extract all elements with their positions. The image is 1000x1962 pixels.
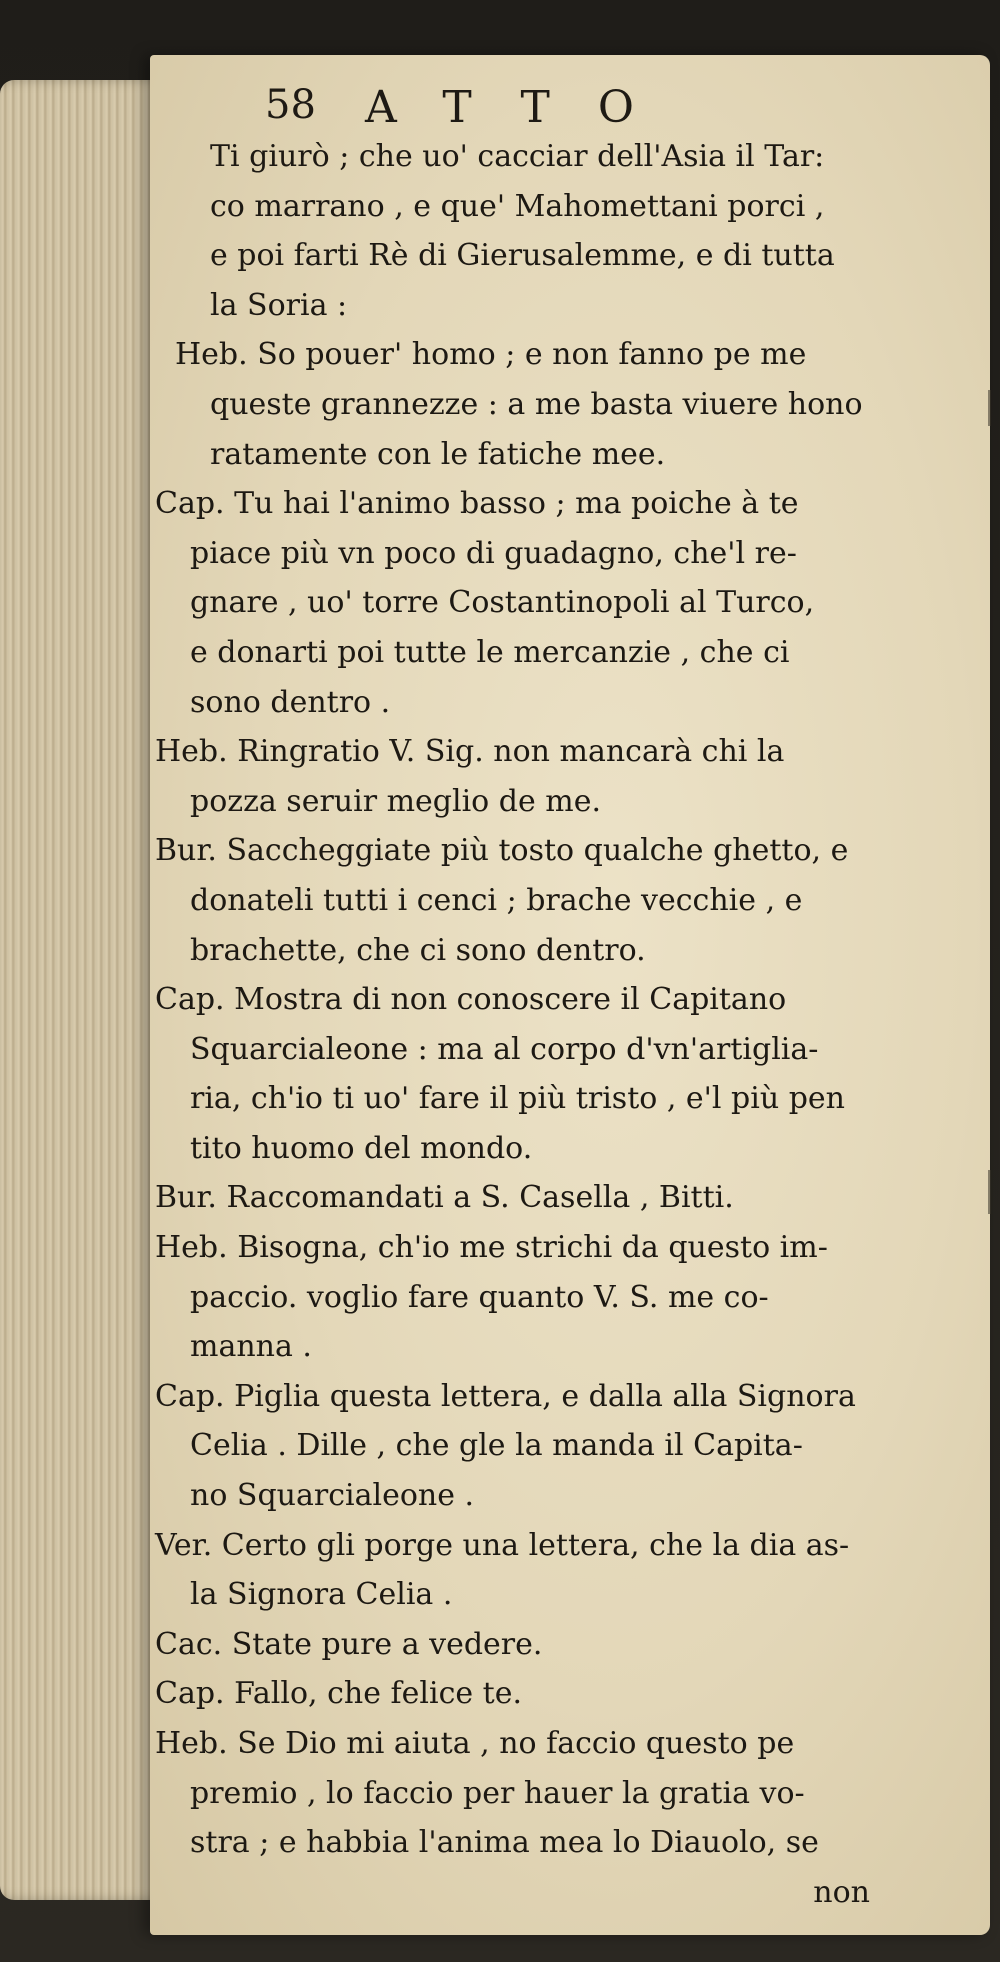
text-line: Cap. Tu hai l'animo basso ; ma poiche à te (155, 486, 799, 522)
margin-mark (988, 390, 991, 426)
text-line: Ver. Certo gli porge una lettera, che la dia as- (155, 1527, 850, 1563)
text-line: Heb. Se Dio mi aiuta , no faccio questo pe (155, 1726, 795, 1761)
text-line: no Squarcialeone . (190, 1478, 475, 1514)
text-line: Heb. Bisogna, ch'io me strichi da questo im- (155, 1230, 828, 1266)
text-line: Cap. Fallo, che felice te. (155, 1676, 523, 1712)
text-block (155, 132, 945, 1917)
text-line: Cac. State pure a vedere. (155, 1626, 543, 1662)
text-line: pozza seruir meglio de me. (190, 783, 602, 819)
text-line: piace più vn poco di guadagno, che'l re- (190, 535, 797, 571)
text-line: paccio. voglio fare quanto V. S. me co- (190, 1279, 769, 1315)
text-line: ratamente con le fatiche mee. (210, 436, 666, 472)
text-line: ria, ch'io ti uo' fare il più tristo , e'l più pen (190, 1081, 845, 1117)
running-head: ATTO (365, 82, 682, 133)
text-line: Heb. Ringratio V. Sig. non mancarà chi la (155, 734, 785, 770)
text-line: la Soria : (210, 287, 348, 323)
text-line: tito huomo del mondo. (190, 1130, 533, 1166)
text-line: Bur. Raccomandati a S. Casella , Bitti. (155, 1180, 734, 1216)
text-line: stra ; e habbia l'anima mea lo Diauolo, se (190, 1825, 819, 1861)
text-line: Cap. Mostra di non conoscere il Capitano (155, 982, 787, 1018)
text-line: sono dentro . (190, 684, 391, 720)
text-line: queste grannezze : a me basta viuere hono (210, 386, 863, 422)
text-line: la Signora Celia . (190, 1577, 453, 1613)
text-line: premio , lo faccio per hauer la gratia vo- (190, 1775, 805, 1811)
page-number: 58 (265, 82, 316, 128)
text-line: e donarti poi tutte le mercanzie , che ci (190, 634, 790, 670)
catchword: non (813, 1874, 870, 1910)
text-line: e poi farti Rè di Gierusalemme, e di tutta (210, 238, 835, 274)
text-line: Ti giurò ; che uo' cacciar dell'Asia il Tar: (210, 139, 825, 174)
text-line: Cap. Piglia questa lettera, e dalla alla Signora (155, 1378, 856, 1414)
text-line: gnare , uo' torre Costantinopoli al Turco, (190, 585, 815, 621)
margin-mark (988, 1170, 991, 1214)
text-line: Celia . Dille , che gle la manda il Capita- (190, 1428, 803, 1464)
text-line: co marrano , e que' Mahomettani porci , (210, 188, 825, 224)
text-line: Squarcialeone : ma al corpo d'vn'artiglia- (190, 1031, 819, 1067)
text-line: Bur. Saccheggiate più tosto qualche ghetto, e (155, 833, 849, 869)
text-line: brachette, che ci sono dentro. (190, 932, 646, 968)
text-line: manna . (190, 1329, 312, 1365)
text-line: Heb. So pouer' homo ; e non fanno pe me (175, 337, 807, 373)
text-line: donateli tutti i cenci ; brache vecchie , e (190, 882, 803, 918)
